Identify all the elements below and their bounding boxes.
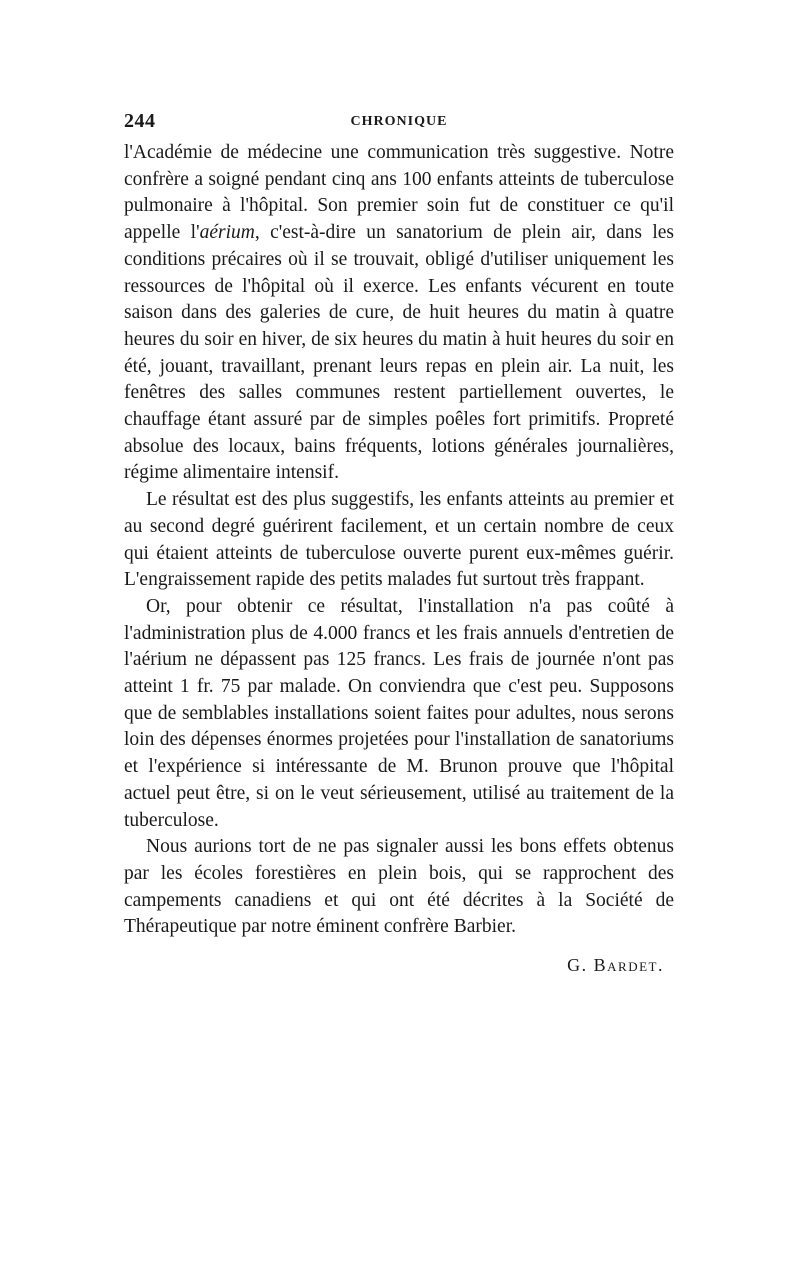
- paragraph-4: Nous aurions tort de ne pas signaler aussi les bons effets obtenus par les écoles forestières en plein bois, qui se rapprochent des campements canadiens et qui ont été décrites à la Société de Thérapeutique par notre éminent confrère Barbier.: [124, 836, 674, 938]
- paragraph-1-text: l'Académie de médecine une communication très suggestive. Notre confrère a soigné pendant cinq ans 100 enfants atteints de tuberculose pulmonaire à l'hôpital. Son premier soin fut de constituer ce qu'il appelle l': [124, 142, 674, 244]
- paragraph-1-text-continued: , c'est-à-dire un sanatorium de plein air, dans les conditions précaires où il se trouvait, obligé d'utiliser uniquement les ressources de l'hôpital où il exerce. Les enfants vécurent en toute saison dans des galeries de cure, de huit heures du matin à quatre heures du soir en hiver, de six heures du matin à huit heures du soir en été, jouant, travaillant, prenant leurs repas en plein air. La nuit, les fenêtres des salles communes restent partiellement ouvertes, le chauffage étant assuré par de simples poêles fort primitifs. Propreté absolue des locaux, bains fréquents, lotions générales journalières, régime alimentaire intensif.: [124, 222, 674, 484]
- paragraph-1-italic-term: aérium: [199, 222, 255, 244]
- page-number: 244: [124, 110, 156, 132]
- running-title: CHRONIQUE: [350, 114, 448, 129]
- book-page: [124, 110, 674, 976]
- paragraph-3: Or, pour obtenir ce résultat, l'installation n'a pas coûté à l'administration plus de 4.000 francs et les frais annuels d'entretien de l'aérium ne dépassent pas 125 francs. Les frais de journée n'ont pas atteint 1 fr. 75 par malade. On conviendra que c'est peu. Supposons que de semblables installations soient faites pour adultes, nous serons loin des dépenses énormes projetées pour l'installation de sanatoriums et l'expérience si intéressante de M. Brunon prouve que l'hôpital actuel peut être, si on le veut sérieusement, utilisé au traitement de la tuberculose.: [124, 595, 674, 831]
- paragraph-2: Le résultat est des plus suggestifs, les enfants atteints au premier et au second degré guérirent facilement, et un certain nombre de ceux qui étaient atteints de tuberculose ouverte purent eux-mêmes guérir. L'engraissement rapide des petits malades fut surtout très frappant.: [124, 489, 674, 591]
- author-signature: G. Bardet.: [567, 955, 664, 976]
- page-header: [124, 110, 674, 140]
- paragraph-1: [124, 140, 674, 487]
